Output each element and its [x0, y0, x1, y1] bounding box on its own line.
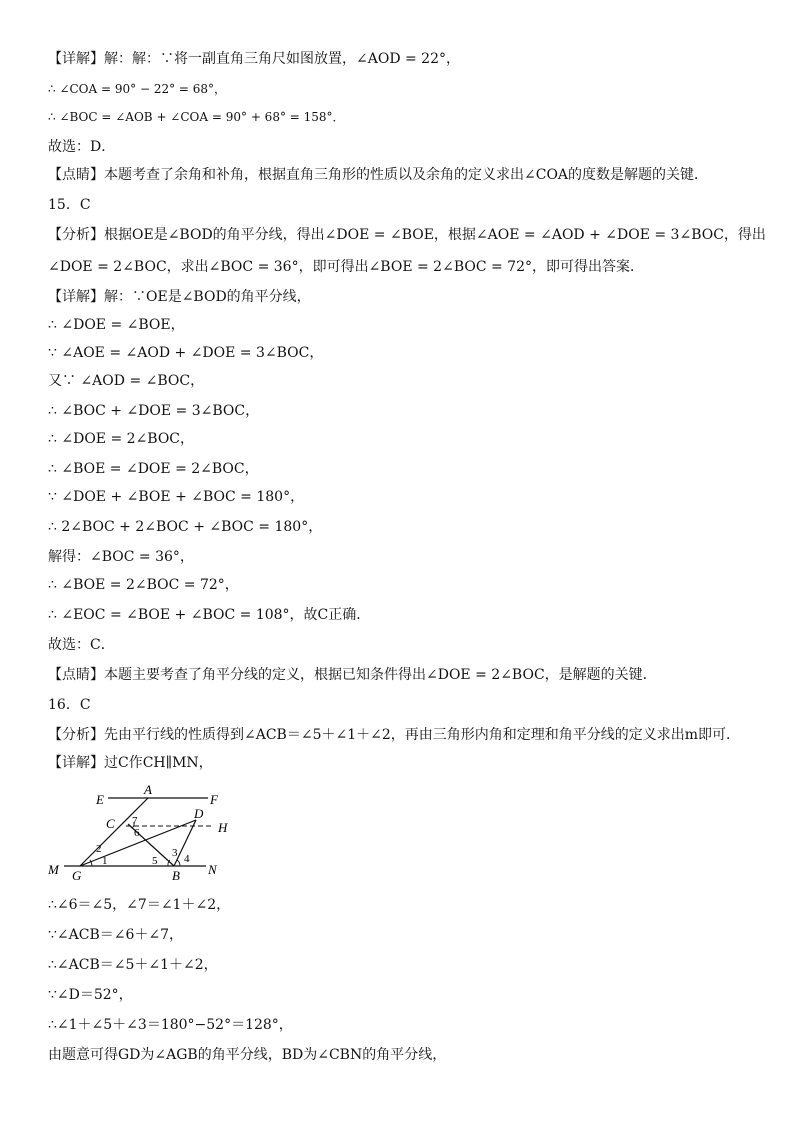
angle-label-1: 1	[102, 855, 108, 867]
text-line: 【详解】解：解：∵将一副直角三角尺如图放置，∠AOD = 22°，	[48, 51, 460, 67]
label-f: F	[210, 792, 218, 807]
text-line: 故选：D．	[48, 139, 116, 155]
geometry-figure	[44, 782, 244, 882]
text-line: 【分析】根据OE是∠BOD的角平分线，得出∠DOE = ∠BOE，根据∠AOE = ∠AOD + ∠DOE = 3∠BOC，得出	[48, 227, 766, 243]
text-line: 由题意可得GD为∠AGB的角平分线，BD为∠CBN的角平分线，	[48, 1047, 447, 1063]
angle-label-4: 4	[184, 853, 190, 865]
label-g: G	[72, 868, 82, 882]
label-h: H	[218, 820, 228, 835]
angle-label-5: 5	[152, 855, 158, 867]
text-line: 【点睛】本题考查了余角和补角，根据直角三角形的性质以及余角的定义求出∠COA的度数是解题的关键．	[48, 167, 709, 183]
text-line: ∴ ∠COA = 90° − 22° = 68°，	[48, 82, 227, 96]
question-number: 16．C	[48, 697, 91, 713]
label-c: C	[106, 816, 115, 831]
text-line: ∴ 2∠BOC + 2∠BOC + ∠BOC = 180°，	[48, 519, 323, 535]
text-line: ∵ ∠AOE = ∠AOD + ∠DOE = 3∠BOC，	[48, 345, 324, 361]
text-line: ∴ ∠DOE = 2∠BOC，	[48, 431, 195, 447]
text-line: 又∵ ∠AOD = ∠BOC，	[48, 373, 205, 389]
text-line: 【详解】过C作CH∥MN，	[48, 755, 213, 771]
text-line: ∴ ∠BOE = 2∠BOC = 72°，	[48, 577, 239, 593]
text-line: ∴ ∠EOC = ∠BOE + ∠BOC = 108°，故C正确．	[48, 607, 371, 623]
angle-label-2: 2	[96, 843, 102, 855]
text-line: 故选：C．	[48, 637, 115, 653]
label-a: A	[144, 782, 152, 797]
question-number: 15．C	[48, 197, 91, 213]
angle-label-7: 7	[132, 815, 138, 827]
angle-label-3: 3	[172, 847, 178, 859]
text-line: ∴∠ACB＝∠5＋∠1＋∠2，	[48, 957, 218, 973]
text-line: ∴ ∠DOE = ∠BOE，	[48, 317, 185, 333]
text-line: ∵ ∠DOE + ∠BOE + ∠BOC = 180°，	[48, 489, 305, 505]
angle-arc	[177, 860, 180, 866]
text-line: ∴∠6＝∠5，∠7＝∠1＋∠2，	[48, 897, 231, 913]
label-e: E	[96, 792, 104, 807]
text-line: ∴∠1＋∠5＋∠3＝180°−52°＝128°，	[48, 1017, 293, 1033]
text-line: ∵∠D＝52°，	[48, 987, 133, 1003]
text-line: 【详解】解：∵OE是∠BOD的角平分线，	[48, 289, 311, 305]
text-line: ∠DOE = 2∠BOC，求出∠BOC = 36°，即可得出∠BOE = 2∠BOC = 72°，即可得出答案．	[48, 259, 644, 275]
label-n: N	[208, 862, 217, 877]
text-line: ∴ ∠BOC + ∠DOE = 3∠BOC，	[48, 403, 260, 419]
text-line: ∴ ∠BOE = ∠DOE = 2∠BOC，	[48, 461, 259, 477]
label-d: D	[194, 806, 204, 821]
angle-label-6: 6	[134, 827, 140, 839]
text-line: 解得：∠BOC = 36°，	[48, 549, 194, 565]
text-line: 【分析】先由平行线的性质得到∠ACB＝∠5＋∠1＋∠2，再由三角形内角和定理和角平分线的定义求出m即可．	[48, 727, 741, 743]
text-line: ∴ ∠BOC = ∠AOB + ∠COA = 90° + 68° = 158°．	[48, 110, 345, 124]
text-line: ∵∠ACB＝∠6＋∠7，	[48, 927, 184, 943]
text-line: 【点睛】本题主要考查了角平分线的定义，根据已知条件得出∠DOE = 2∠BOC，是解题的关键．	[48, 667, 657, 683]
label-b: B	[172, 868, 180, 882]
label-m: M	[48, 862, 59, 877]
